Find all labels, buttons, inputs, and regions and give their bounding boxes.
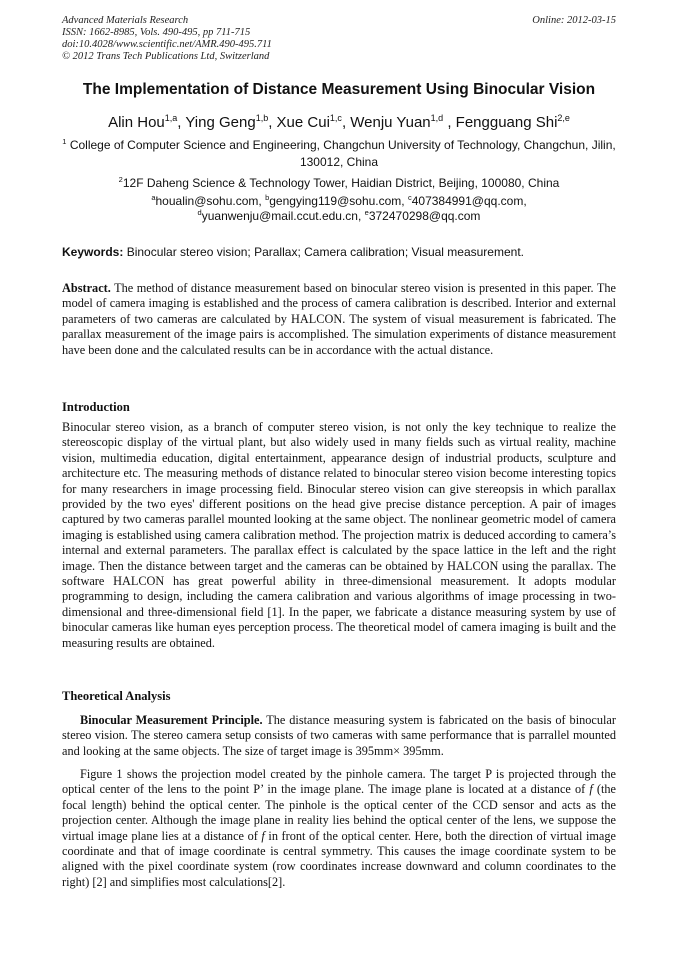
journal-header <box>62 15 616 63</box>
principle-paragraph <box>62 713 616 759</box>
author-sup: 2,e <box>557 113 570 123</box>
introduction-paragraph: Binocular stereo vision, as a branch of computer stereo vision, is not only the key technique to realize the stereoscopic display of the virtual plant, but also widely used in many fields such as virtual reality, machine vision, multimedia education, digital entertainment, appearance design of industrial products, sculpture and architecture etc. The measuring methods of distance related to binocular stereo vision become interesting topics for many researchers in image processing field. Binocular stereo vision can give stereopsis in which parallax provided by the two eyes' different positions on the head give precise distance perception. A pair of images captured by two cameras parallel mounted looking at the same object. The nonlinear geometric model of camera imaging is established using camera calibration method. The projection matrix is deduced according to camera’s internal and external parameters. The parallax effect is calculated by the space lattice in the left and the right image. Then the distance between target and the cameras can be obtained by HALCON using the parallax. The software HALCON has great powerful ability in three-dimensional measurement. It adopts modular programming to design, including the camera calibration and various algorithms of image processing in two-dimensional and three-dimensional field [1]. In the paper, we fabricate a distance measuring system by use of binocular cameras like human eyes perception process. The theoretical model of camera imaging is built and the measuring results are obtained. <box>62 420 616 650</box>
affiliation-sup: 1 <box>62 137 67 146</box>
email-sup: c <box>407 193 412 202</box>
paper-title: The Implementation of Distance Measurement Using Binocular Vision <box>82 81 596 98</box>
issn-line: ISSN: 1662-8985, Vols. 490-495, pp 711-715 <box>62 27 251 38</box>
projection-paragraph <box>62 767 616 890</box>
affiliation-sup: 2 <box>118 175 123 184</box>
keywords-label: Keywords: <box>62 245 124 259</box>
doi-line: doi:10.4028/www.scientific.net/AMR.490-495.711 <box>62 39 272 50</box>
principle-text: The distance measuring system is fabricated on the basis of binocular stereo vision. The stereo camera setup consists of two cameras with same performance that is parrallel mounted and looking at the same objects. The size of target image is 395mm× 395mm. <box>62 713 616 758</box>
projection-text-c: in front of the optical center. Here, both the direction of virtual image coordinate and that of image coordinate is central symmetry. This causes the image coordinate system to be aligned with the pixel coordinate system (row coordinates increase downward and column coordinates to the right) [2] and simplifies most calculations[2]. <box>62 828 616 889</box>
email-list <box>62 194 616 224</box>
email-address: houalin@sohu.com, <box>155 194 266 208</box>
email-sup: b <box>265 193 270 202</box>
focal-symbol: f <box>261 828 265 843</box>
theoretical-heading: Theoretical Analysis <box>62 689 171 703</box>
email-address: yuanwenju@mail.ccut.edu.cn, <box>201 209 365 223</box>
author-name: Fengguang Shi <box>455 114 558 131</box>
journal-name: Advanced Materials Research <box>62 15 189 26</box>
abstract <box>62 281 616 358</box>
copyright-line: © 2012 Trans Tech Publications Ltd, Switzerland <box>62 51 270 62</box>
affiliation-text: College of Computer Science and Engineering, Changchun University of Technology, Changchun, Jilin, 130012, China <box>69 138 616 169</box>
online-date: Online: 2012-03-15 <box>532 15 616 26</box>
abstract-label: Abstract. <box>62 281 111 295</box>
email-address: 407384991@qq.com, <box>411 194 527 208</box>
affiliation-2 <box>62 175 616 192</box>
focal-symbol: f <box>589 782 593 797</box>
email-sup: e <box>364 208 369 217</box>
projection-text-b: (the focal length) behind the optical center. The pinhole is the optical center of the CCD sensor and acts as the projection center. Although the image plane in reality lies behind the optical center of the lens, we suppose the virtual image plane lies at a distance of <box>62 782 616 843</box>
email-sup: a <box>151 193 156 202</box>
affiliation-1 <box>62 137 616 171</box>
author-list: Alin Hou$^{1,a}$, Ying Geng$^{1,b}$, Xue Cui$^{1,c}$, Wenju Yuan$^{1,d}$ , Fengguang Shi$^{2,e}$ <box>108 113 570 131</box>
author-name: Wenju Yuan <box>350 114 431 131</box>
keywords <box>62 245 616 260</box>
author-name: Alin Hou <box>108 114 165 131</box>
keywords-text: Binocular stereo vision; Parallax; Camera calibration; Visual measurement. <box>123 245 524 259</box>
principle-label: Binocular Measurement Principle. <box>80 713 263 727</box>
author-name: Xue Cui <box>276 114 330 131</box>
author-sup: 1,c <box>329 113 342 123</box>
email-address: gengying119@sohu.com, <box>269 194 408 208</box>
projection-text-a: Figure 1 shows the projection model created by the pinhole camera. The target P is projected through the optical center of the lens to the point P’ in the image plane. The image plane is located at a distance of <box>62 767 616 797</box>
author-name: Ying Geng <box>185 114 256 131</box>
introduction-heading: Introduction <box>62 400 130 414</box>
email-address: 372470298@qq.com <box>368 209 481 223</box>
abstract-text: The method of distance measurement based on binocular stereo vision is presented in this paper. The model of camera imaging is established and the process of camera calibration is described. Interior and external parameters of two cameras are calculated by HALCON. The system of visual measurement is fabricated. The parallax measurement of the image pairs is accomplished. The simulation experiments of distance measurement have been done and the calculated results can be in accordance with the actual distance. <box>62 281 616 357</box>
email-sup: d <box>197 208 202 217</box>
author-sup: 1,b <box>255 113 269 123</box>
author-sup: 1,a <box>164 113 178 123</box>
affiliation-text: 12F Daheng Science & Technology Tower, Haidian District, Beijing, 100080, China <box>122 176 560 190</box>
author-sup: 1,d <box>430 113 444 123</box>
